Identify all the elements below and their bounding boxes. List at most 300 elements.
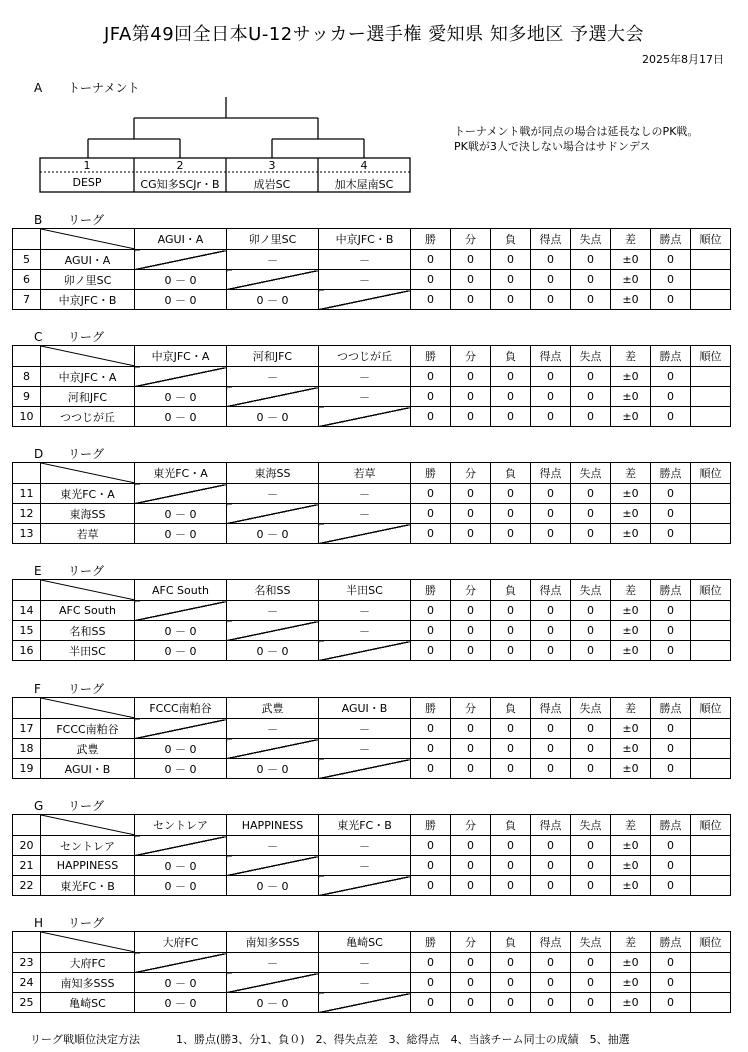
opponent-column-header: 亀崎SC bbox=[319, 932, 411, 953]
stat-cell: 0 bbox=[491, 504, 531, 524]
stat-header: 得点 bbox=[531, 463, 571, 484]
table-row bbox=[13, 993, 731, 1013]
league-section-label bbox=[34, 328, 104, 345]
stat-cell: 0 bbox=[531, 407, 571, 427]
stat-cell: 0 bbox=[531, 387, 571, 407]
league-table bbox=[12, 814, 731, 896]
self-match-cell bbox=[227, 621, 319, 641]
corner-blank bbox=[13, 346, 41, 367]
stat-cell: 0 bbox=[531, 641, 571, 661]
team-name: 東光FC・B bbox=[41, 876, 135, 896]
stat-cell: 0 bbox=[651, 387, 691, 407]
stat-header: 負 bbox=[491, 463, 531, 484]
match-pending-cell: － bbox=[227, 601, 319, 621]
stat-cell: 0 bbox=[491, 993, 531, 1013]
team-name: セントレア bbox=[41, 836, 135, 856]
team-number: 14 bbox=[13, 601, 41, 621]
stat-header: 得点 bbox=[531, 229, 571, 250]
stat-cell: 0 bbox=[491, 621, 531, 641]
goal-diff-cell: ±0 bbox=[611, 504, 651, 524]
stat-header: 勝 bbox=[411, 815, 451, 836]
tournament-note-line: トーナメント戦が同点の場合は延長なしのPK戦。 bbox=[454, 125, 699, 138]
stat-cell: 0 bbox=[411, 641, 451, 661]
match-score-cell: 0 － 0 bbox=[227, 290, 319, 310]
stat-header: 失点 bbox=[571, 580, 611, 601]
table-row bbox=[13, 836, 731, 856]
team-number: 5 bbox=[13, 250, 41, 270]
rank-cell bbox=[691, 484, 731, 504]
match-score-cell: 0 － 0 bbox=[135, 504, 227, 524]
stat-header: 順位 bbox=[691, 580, 731, 601]
team-name: 河和JFC bbox=[41, 387, 135, 407]
stat-cell: 0 bbox=[651, 621, 691, 641]
match-pending-cell: － bbox=[319, 484, 411, 504]
stat-cell: 0 bbox=[571, 876, 611, 896]
stat-cell: 0 bbox=[491, 290, 531, 310]
opponent-column-header: 卯ノ里SC bbox=[227, 229, 319, 250]
stat-header: 負 bbox=[491, 346, 531, 367]
ranking-method bbox=[30, 1031, 630, 1047]
goal-diff-cell: ±0 bbox=[611, 973, 651, 993]
stat-cell: 0 bbox=[571, 836, 611, 856]
goal-diff-cell: ±0 bbox=[611, 876, 651, 896]
header-diagonal bbox=[41, 463, 135, 484]
section-letter: E bbox=[34, 564, 42, 578]
league-section-label bbox=[34, 211, 104, 228]
tournament-slot-1-number: 1 bbox=[83, 159, 91, 172]
stat-cell: 0 bbox=[571, 856, 611, 876]
stat-cell: 0 bbox=[411, 719, 451, 739]
stat-header: 失点 bbox=[571, 463, 611, 484]
corner-blank bbox=[13, 229, 41, 250]
stat-cell: 0 bbox=[531, 290, 571, 310]
stat-cell: 0 bbox=[651, 641, 691, 661]
opponent-column-header: 東光FC・A bbox=[135, 463, 227, 484]
stat-cell: 0 bbox=[651, 504, 691, 524]
opponent-column-header: FCCC南粕谷 bbox=[135, 698, 227, 719]
rank-cell bbox=[691, 270, 731, 290]
stat-cell: 0 bbox=[531, 876, 571, 896]
stat-cell: 0 bbox=[411, 739, 451, 759]
match-pending-cell: － bbox=[319, 270, 411, 290]
corner-blank bbox=[13, 463, 41, 484]
stat-header: 勝 bbox=[411, 346, 451, 367]
section-type: リーグ bbox=[68, 213, 105, 227]
match-score-cell: 0 － 0 bbox=[135, 270, 227, 290]
page-title: JFA第49回全日本U-12サッカー選手権 愛知県 知多地区 予選大会 bbox=[103, 24, 645, 45]
match-score-cell: 0 － 0 bbox=[135, 876, 227, 896]
table-row bbox=[13, 504, 731, 524]
stat-cell: 0 bbox=[451, 387, 491, 407]
stat-header: 勝点 bbox=[651, 932, 691, 953]
header-diagonal bbox=[41, 815, 135, 836]
team-number: 13 bbox=[13, 524, 41, 544]
goal-diff-cell: ±0 bbox=[611, 407, 651, 427]
stat-header: 勝 bbox=[411, 932, 451, 953]
self-match-cell bbox=[227, 387, 319, 407]
stat-cell: 0 bbox=[451, 367, 491, 387]
team-number: 24 bbox=[13, 973, 41, 993]
stat-cell: 0 bbox=[531, 601, 571, 621]
self-match-cell bbox=[319, 993, 411, 1013]
league-header-row bbox=[13, 932, 731, 953]
stat-cell: 0 bbox=[531, 504, 571, 524]
stat-header: 勝 bbox=[411, 463, 451, 484]
tournament-slot-1-team: DESP bbox=[72, 176, 102, 189]
stat-cell: 0 bbox=[411, 250, 451, 270]
rank-cell bbox=[691, 876, 731, 896]
stat-header: 順位 bbox=[691, 815, 731, 836]
stat-header: 勝点 bbox=[651, 815, 691, 836]
rank-cell bbox=[691, 290, 731, 310]
stat-cell: 0 bbox=[451, 719, 491, 739]
match-pending-cell: － bbox=[319, 621, 411, 641]
opponent-column-header: 大府FC bbox=[135, 932, 227, 953]
match-pending-cell: － bbox=[227, 719, 319, 739]
stat-header: 勝 bbox=[411, 580, 451, 601]
stat-cell: 0 bbox=[451, 524, 491, 544]
team-name: 中京JFC・B bbox=[41, 290, 135, 310]
stat-cell: 0 bbox=[491, 641, 531, 661]
stat-cell: 0 bbox=[531, 856, 571, 876]
stat-header: 差 bbox=[611, 229, 651, 250]
rank-cell bbox=[691, 407, 731, 427]
league-section-label bbox=[34, 797, 104, 814]
stat-header: 勝点 bbox=[651, 698, 691, 719]
stat-header: 得点 bbox=[531, 932, 571, 953]
tournament-slot-3-team: 成岩SC bbox=[253, 178, 291, 191]
team-number: 17 bbox=[13, 719, 41, 739]
stat-cell: 0 bbox=[411, 601, 451, 621]
match-pending-cell: － bbox=[319, 719, 411, 739]
section-type: リーグ bbox=[68, 799, 105, 813]
opponent-column-header: 南知多SSS bbox=[227, 932, 319, 953]
self-match-cell bbox=[227, 270, 319, 290]
match-pending-cell: － bbox=[319, 973, 411, 993]
opponent-column-header: 中京JFC・A bbox=[135, 346, 227, 367]
goal-diff-cell: ±0 bbox=[611, 993, 651, 1013]
stat-cell: 0 bbox=[491, 876, 531, 896]
header-diagonal bbox=[41, 580, 135, 601]
section-letter: F bbox=[34, 682, 41, 696]
self-match-cell bbox=[227, 739, 319, 759]
match-score-cell: 0 － 0 bbox=[135, 856, 227, 876]
team-name: HAPPINESS bbox=[41, 856, 135, 876]
stat-cell: 0 bbox=[451, 621, 491, 641]
self-match-cell bbox=[319, 759, 411, 779]
stat-header: 勝 bbox=[411, 229, 451, 250]
opponent-column-header: 河和JFC bbox=[227, 346, 319, 367]
table-row bbox=[13, 719, 731, 739]
stat-cell: 0 bbox=[411, 993, 451, 1013]
stat-cell: 0 bbox=[651, 836, 691, 856]
stat-cell: 0 bbox=[531, 484, 571, 504]
stat-cell: 0 bbox=[531, 621, 571, 641]
team-number: 20 bbox=[13, 836, 41, 856]
goal-diff-cell: ±0 bbox=[611, 367, 651, 387]
table-row bbox=[13, 759, 731, 779]
team-name: 東海SS bbox=[41, 504, 135, 524]
stat-cell: 0 bbox=[411, 290, 451, 310]
stat-header: 差 bbox=[611, 580, 651, 601]
match-pending-cell: － bbox=[319, 504, 411, 524]
league-section-label bbox=[34, 914, 104, 931]
stat-cell: 0 bbox=[411, 407, 451, 427]
stat-header: 勝点 bbox=[651, 229, 691, 250]
team-name: 若草 bbox=[41, 524, 135, 544]
stat-cell: 0 bbox=[651, 270, 691, 290]
league-table bbox=[12, 931, 731, 1013]
stat-header: 得点 bbox=[531, 346, 571, 367]
stat-cell: 0 bbox=[651, 739, 691, 759]
team-number: 10 bbox=[13, 407, 41, 427]
stat-cell: 0 bbox=[411, 856, 451, 876]
stat-cell: 0 bbox=[651, 367, 691, 387]
goal-diff-cell: ±0 bbox=[611, 739, 651, 759]
self-match-cell bbox=[319, 407, 411, 427]
stat-cell: 0 bbox=[571, 484, 611, 504]
goal-diff-cell: ±0 bbox=[611, 601, 651, 621]
league-table bbox=[12, 345, 731, 427]
table-row bbox=[13, 621, 731, 641]
stat-header: 得点 bbox=[531, 815, 571, 836]
rank-cell bbox=[691, 367, 731, 387]
stat-cell: 0 bbox=[651, 973, 691, 993]
table-row bbox=[13, 876, 731, 896]
stat-cell: 0 bbox=[411, 876, 451, 896]
team-number: 8 bbox=[13, 367, 41, 387]
stat-cell: 0 bbox=[411, 524, 451, 544]
stat-header: 分 bbox=[451, 932, 491, 953]
tournament-slot-4-number: 4 bbox=[360, 159, 368, 172]
table-row bbox=[13, 641, 731, 661]
rank-cell bbox=[691, 993, 731, 1013]
stat-cell: 0 bbox=[411, 953, 451, 973]
section-type: リーグ bbox=[68, 916, 105, 930]
opponent-column-header: 東光FC・B bbox=[319, 815, 411, 836]
rank-cell bbox=[691, 601, 731, 621]
stat-cell: 0 bbox=[571, 759, 611, 779]
stat-cell: 0 bbox=[451, 484, 491, 504]
stat-cell: 0 bbox=[491, 387, 531, 407]
match-pending-cell: － bbox=[227, 250, 319, 270]
table-row bbox=[13, 953, 731, 973]
stat-cell: 0 bbox=[491, 407, 531, 427]
team-name: AGUI・B bbox=[41, 759, 135, 779]
stat-cell: 0 bbox=[491, 719, 531, 739]
stat-header: 得点 bbox=[531, 698, 571, 719]
table-row bbox=[13, 739, 731, 759]
stat-cell: 0 bbox=[491, 739, 531, 759]
league-table bbox=[12, 462, 731, 544]
team-name: つつじが丘 bbox=[41, 407, 135, 427]
self-match-cell bbox=[319, 290, 411, 310]
team-name: 武豊 bbox=[41, 739, 135, 759]
league-header-row bbox=[13, 815, 731, 836]
opponent-column-header: AFC South bbox=[135, 580, 227, 601]
header-diagonal bbox=[41, 229, 135, 250]
opponent-column-header: 武豊 bbox=[227, 698, 319, 719]
stat-cell: 0 bbox=[571, 250, 611, 270]
stat-cell: 0 bbox=[651, 759, 691, 779]
rank-cell bbox=[691, 739, 731, 759]
stat-header: 順位 bbox=[691, 698, 731, 719]
corner-blank bbox=[13, 580, 41, 601]
rank-cell bbox=[691, 504, 731, 524]
opponent-column-header: 若草 bbox=[319, 463, 411, 484]
goal-diff-cell: ±0 bbox=[611, 836, 651, 856]
self-match-cell bbox=[319, 524, 411, 544]
opponent-column-header: 名和SS bbox=[227, 580, 319, 601]
team-name: FCCC南粕谷 bbox=[41, 719, 135, 739]
self-match-cell bbox=[135, 250, 227, 270]
match-pending-cell: － bbox=[319, 856, 411, 876]
opponent-column-header: つつじが丘 bbox=[319, 346, 411, 367]
team-name: 半田SC bbox=[41, 641, 135, 661]
stat-header: 勝点 bbox=[651, 580, 691, 601]
stat-cell: 0 bbox=[491, 856, 531, 876]
stat-header: 順位 bbox=[691, 229, 731, 250]
stat-cell: 0 bbox=[571, 524, 611, 544]
table-row bbox=[13, 367, 731, 387]
stat-cell: 0 bbox=[451, 290, 491, 310]
stat-cell: 0 bbox=[651, 407, 691, 427]
stat-header: 勝点 bbox=[651, 463, 691, 484]
team-number: 25 bbox=[13, 993, 41, 1013]
match-score-cell: 0 － 0 bbox=[227, 993, 319, 1013]
stat-cell: 0 bbox=[571, 407, 611, 427]
match-score-cell: 0 － 0 bbox=[135, 290, 227, 310]
team-name: 大府FC bbox=[41, 953, 135, 973]
match-score-cell: 0 － 0 bbox=[227, 876, 319, 896]
tournament-slot-2-number: 2 bbox=[176, 159, 184, 172]
goal-diff-cell: ±0 bbox=[611, 524, 651, 544]
rank-cell bbox=[691, 953, 731, 973]
goal-diff-cell: ±0 bbox=[611, 250, 651, 270]
match-score-cell: 0 － 0 bbox=[135, 524, 227, 544]
self-match-cell bbox=[135, 719, 227, 739]
team-number: 16 bbox=[13, 641, 41, 661]
stat-cell: 0 bbox=[451, 876, 491, 896]
stat-header: 得点 bbox=[531, 580, 571, 601]
stat-cell: 0 bbox=[651, 290, 691, 310]
match-pending-cell: － bbox=[319, 953, 411, 973]
stat-cell: 0 bbox=[651, 719, 691, 739]
match-pending-cell: － bbox=[319, 836, 411, 856]
stat-cell: 0 bbox=[411, 367, 451, 387]
team-number: 11 bbox=[13, 484, 41, 504]
stat-cell: 0 bbox=[451, 641, 491, 661]
stat-cell: 0 bbox=[571, 290, 611, 310]
stat-header: 勝 bbox=[411, 698, 451, 719]
ranking-method-label: リーグ戦順位決定方法 bbox=[30, 1033, 140, 1046]
stat-cell: 0 bbox=[571, 641, 611, 661]
team-number: 23 bbox=[13, 953, 41, 973]
rank-cell bbox=[691, 387, 731, 407]
header-diagonal bbox=[41, 346, 135, 367]
stat-header: 分 bbox=[451, 815, 491, 836]
stat-cell: 0 bbox=[451, 953, 491, 973]
header-diagonal bbox=[41, 932, 135, 953]
opponent-column-header: 東海SS bbox=[227, 463, 319, 484]
match-pending-cell: － bbox=[319, 387, 411, 407]
stat-cell: 0 bbox=[651, 524, 691, 544]
match-pending-cell: － bbox=[319, 367, 411, 387]
team-number: 15 bbox=[13, 621, 41, 641]
stat-cell: 0 bbox=[451, 759, 491, 779]
match-score-cell: 0 － 0 bbox=[227, 641, 319, 661]
team-name: 名和SS bbox=[41, 621, 135, 641]
stat-cell: 0 bbox=[651, 601, 691, 621]
stat-cell: 0 bbox=[411, 484, 451, 504]
stat-cell: 0 bbox=[451, 270, 491, 290]
stat-cell: 0 bbox=[571, 739, 611, 759]
corner-blank bbox=[13, 932, 41, 953]
stat-cell: 0 bbox=[651, 953, 691, 973]
section-type: トーナメント bbox=[68, 81, 140, 95]
stat-header: 順位 bbox=[691, 346, 731, 367]
match-pending-cell: － bbox=[319, 250, 411, 270]
stat-cell: 0 bbox=[651, 876, 691, 896]
stat-header: 負 bbox=[491, 580, 531, 601]
stat-cell: 0 bbox=[491, 484, 531, 504]
league-table bbox=[12, 579, 731, 661]
stat-header: 失点 bbox=[571, 815, 611, 836]
stat-cell: 0 bbox=[451, 836, 491, 856]
team-number: 22 bbox=[13, 876, 41, 896]
corner-blank bbox=[13, 815, 41, 836]
team-number: 9 bbox=[13, 387, 41, 407]
table-row bbox=[13, 601, 731, 621]
stat-header: 分 bbox=[451, 698, 491, 719]
league-header-row bbox=[13, 229, 731, 250]
table-row bbox=[13, 250, 731, 270]
section-letter: H bbox=[34, 916, 44, 930]
stat-cell: 0 bbox=[451, 601, 491, 621]
stat-cell: 0 bbox=[411, 387, 451, 407]
match-pending-cell: － bbox=[319, 601, 411, 621]
stat-cell: 0 bbox=[531, 719, 571, 739]
stat-cell: 0 bbox=[651, 856, 691, 876]
stat-cell: 0 bbox=[451, 407, 491, 427]
opponent-column-header: セントレア bbox=[135, 815, 227, 836]
stat-cell: 0 bbox=[531, 524, 571, 544]
section-letter: D bbox=[34, 447, 44, 461]
goal-diff-cell: ±0 bbox=[611, 759, 651, 779]
self-match-cell bbox=[135, 367, 227, 387]
opponent-column-header: HAPPINESS bbox=[227, 815, 319, 836]
rank-cell bbox=[691, 759, 731, 779]
stat-cell: 0 bbox=[411, 836, 451, 856]
match-pending-cell: － bbox=[319, 739, 411, 759]
stat-header: 失点 bbox=[571, 346, 611, 367]
tournament-slot-3-number: 3 bbox=[268, 159, 276, 172]
opponent-column-header: 中京JFC・B bbox=[319, 229, 411, 250]
goal-diff-cell: ±0 bbox=[611, 484, 651, 504]
stat-header: 負 bbox=[491, 932, 531, 953]
stat-header: 負 bbox=[491, 229, 531, 250]
stat-cell: 0 bbox=[491, 524, 531, 544]
self-match-cell bbox=[227, 856, 319, 876]
stat-header: 分 bbox=[451, 229, 491, 250]
section-letter: A bbox=[34, 81, 43, 95]
stat-cell: 0 bbox=[531, 836, 571, 856]
goal-diff-cell: ±0 bbox=[611, 270, 651, 290]
stat-cell: 0 bbox=[531, 993, 571, 1013]
section-type: リーグ bbox=[68, 564, 105, 578]
stat-header: 勝点 bbox=[651, 346, 691, 367]
stat-cell: 0 bbox=[411, 621, 451, 641]
